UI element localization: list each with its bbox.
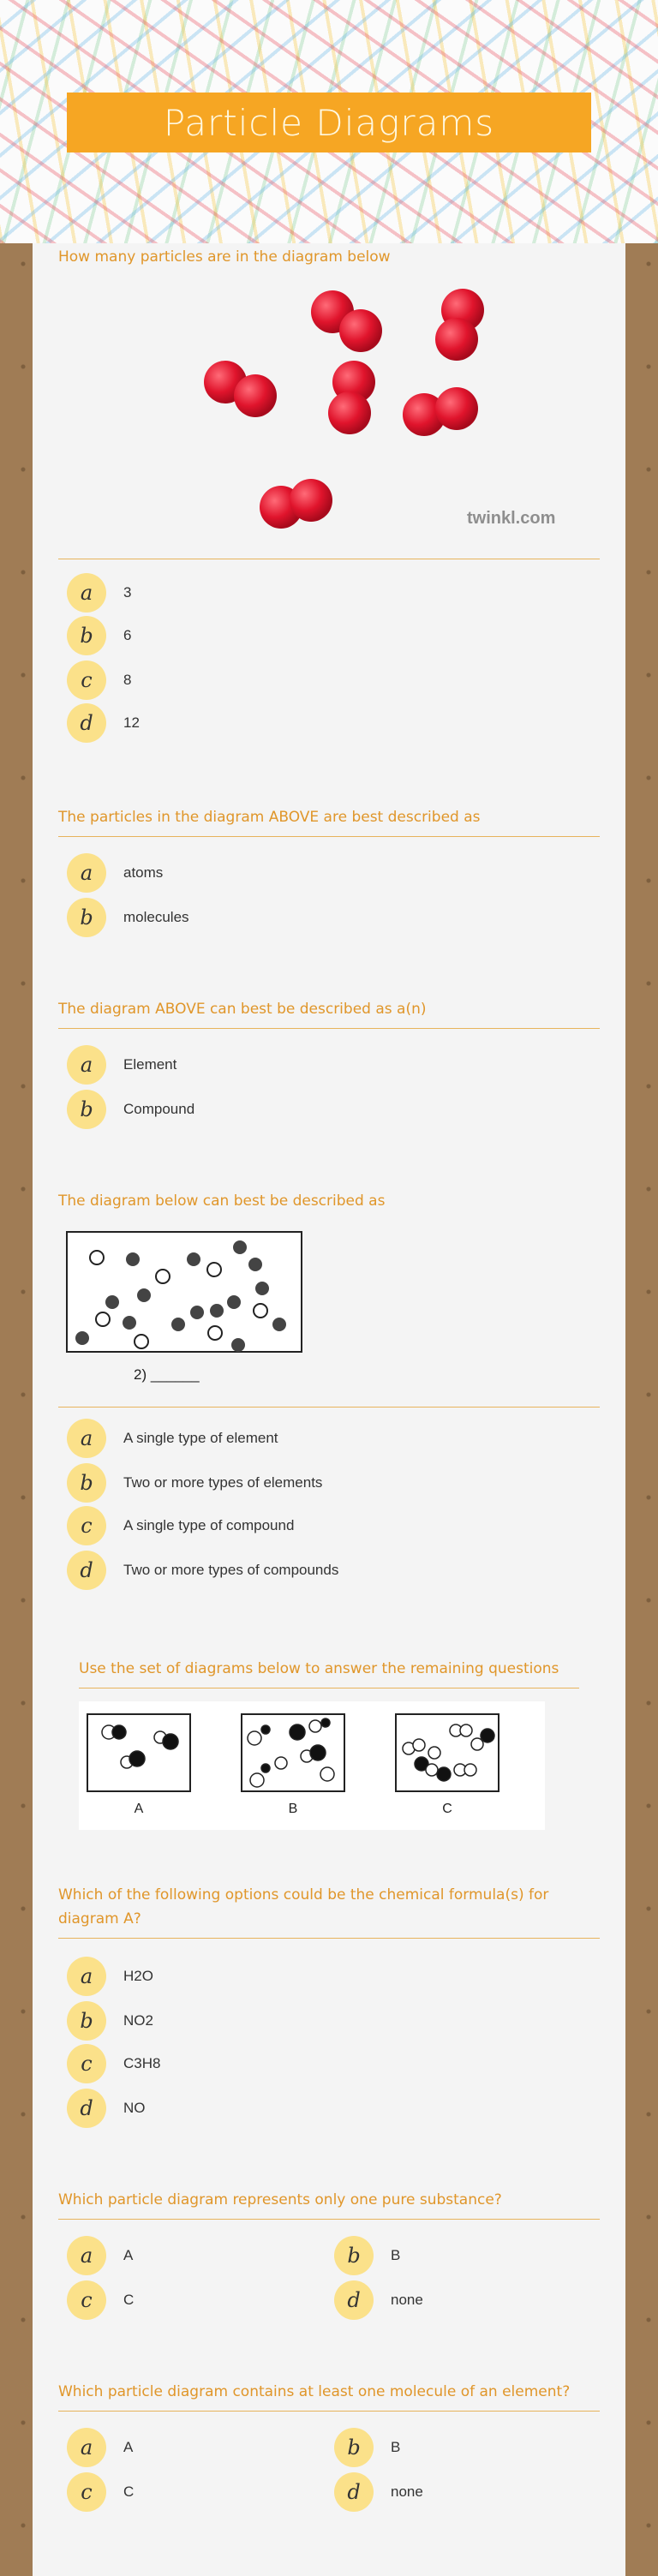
option-badge: c [67, 2472, 106, 2512]
figure-caption: 2) ______ [134, 1366, 200, 1383]
option-label: atoms [123, 864, 164, 881]
option-d[interactable] [67, 703, 140, 743]
option-badge: a [67, 1419, 106, 1458]
option-label: NO2 [123, 2012, 153, 2029]
option-label: Compound [123, 1101, 195, 1117]
option-label: A single type of element [123, 1430, 278, 1446]
option-a[interactable] [67, 1419, 278, 1458]
option-label: A [123, 2247, 134, 2263]
option-a[interactable] [67, 2236, 133, 2275]
question-title: Which particle diagram contains at least one molecule of an element? [58, 2380, 600, 2412]
diagram-set-abc [79, 1701, 545, 1830]
question-2 [58, 805, 600, 837]
question-title: The diagram below can best be described as [58, 1192, 386, 1210]
option-badge: d [334, 2280, 374, 2320]
option-badge: a [67, 1957, 106, 1996]
option-badge: a [67, 2236, 106, 2275]
page-title: Particle Diagrams [163, 101, 495, 144]
question-8 [58, 2380, 600, 2412]
option-label: molecules [123, 909, 189, 925]
option-badge: c [67, 1506, 106, 1545]
molecule-6 [260, 479, 332, 529]
option-a[interactable] [67, 573, 131, 613]
option-label: B [391, 2439, 401, 2455]
question-6 [58, 1883, 600, 1939]
option-c[interactable] [67, 2472, 134, 2512]
option-label: C [123, 2292, 135, 2308]
option-b[interactable] [67, 1463, 322, 1503]
question-4 [58, 1189, 600, 1220]
option-c[interactable] [67, 2280, 134, 2320]
molecule-1 [311, 290, 382, 352]
option-d[interactable] [334, 2280, 423, 2320]
option-badge: b [67, 1090, 106, 1129]
question-title: Which of the following options could be the chemical formula(s) for diagram A? [58, 1883, 600, 1939]
option-label: B [391, 2247, 401, 2263]
option-badge: c [67, 660, 106, 700]
molecule-2 [435, 289, 484, 361]
option-badge: a [67, 1045, 106, 1085]
molecule-5 [403, 387, 478, 436]
option-b[interactable] [67, 2001, 153, 2041]
question-title: The particles in the diagram ABOVE are best described as [58, 805, 600, 837]
option-label: 3 [123, 584, 132, 601]
option-label: C3H8 [123, 2055, 161, 2071]
option-d[interactable] [67, 1551, 338, 1590]
option-b[interactable] [67, 616, 131, 655]
option-label: A [123, 2439, 134, 2455]
molecule-4 [328, 361, 375, 434]
question-7 [58, 2188, 600, 2220]
question-title: Which particle diagram represents only one pure substance? [58, 2188, 600, 2220]
option-label: Element [123, 1056, 177, 1073]
option-badge: b [334, 2236, 374, 2275]
diagram-label-a: A [134, 1802, 144, 1816]
instructions [79, 1657, 579, 1688]
option-label: 12 [123, 714, 140, 731]
cork-board-right [625, 243, 658, 2576]
option-b[interactable] [67, 1090, 194, 1129]
option-badge: b [334, 2428, 374, 2467]
option-badge: b [67, 898, 106, 937]
option-badge: a [67, 853, 106, 893]
cork-board-left [0, 243, 33, 2576]
option-badge: d [67, 703, 106, 743]
watermark: twinkl.com [467, 509, 556, 528]
option-b[interactable] [334, 2428, 400, 2467]
option-badge: d [67, 2089, 106, 2128]
option-label: NO [123, 2100, 146, 2116]
diagram-label-c: C [442, 1802, 452, 1816]
option-badge: b [67, 1463, 106, 1503]
option-label: A single type of compound [123, 1517, 295, 1533]
option-label: none [391, 2483, 423, 2500]
molecule-3 [204, 361, 277, 417]
option-badge: c [67, 2044, 106, 2083]
question-3 [58, 997, 600, 1029]
option-label: H2O [123, 1968, 153, 1984]
option-b[interactable] [334, 2236, 400, 2275]
option-d[interactable] [334, 2472, 423, 2512]
question-title: The diagram ABOVE can best be described as a(n) [58, 997, 600, 1029]
option-a[interactable] [67, 1045, 176, 1085]
option-a[interactable] [67, 853, 163, 893]
worksheet [33, 243, 625, 2576]
red-molecules-diagram [161, 286, 521, 535]
diagram-label-b: B [288, 1802, 298, 1816]
question-1 [58, 245, 600, 276]
option-badge: d [67, 1551, 106, 1590]
option-badge: b [67, 616, 106, 655]
option-label: 8 [123, 672, 132, 688]
option-badge: c [67, 2280, 106, 2320]
option-a[interactable] [67, 1957, 153, 1996]
option-badge: a [67, 2428, 106, 2467]
option-b[interactable] [67, 898, 189, 937]
question-title: How many particles are in the diagram below [58, 248, 391, 266]
option-badge: d [334, 2472, 374, 2512]
option-a[interactable] [67, 2428, 133, 2467]
option-label: 6 [123, 627, 132, 643]
option-label: Two or more types of compounds [123, 1562, 339, 1578]
option-label: C [123, 2483, 135, 2500]
option-c[interactable] [67, 660, 131, 700]
option-badge: b [67, 2001, 106, 2041]
option-label: Two or more types of elements [123, 1474, 323, 1491]
option-badge: a [67, 573, 106, 613]
title-bar [67, 93, 591, 152]
option-c[interactable] [67, 2044, 160, 2083]
divider [58, 1407, 600, 1408]
option-label: none [391, 2292, 423, 2308]
option-d[interactable] [67, 2089, 146, 2128]
particle-box-diagram [58, 1227, 315, 1372]
question-title: Use the set of diagrams below to answer the remaining questions [79, 1657, 579, 1688]
option-c[interactable] [67, 1506, 294, 1545]
